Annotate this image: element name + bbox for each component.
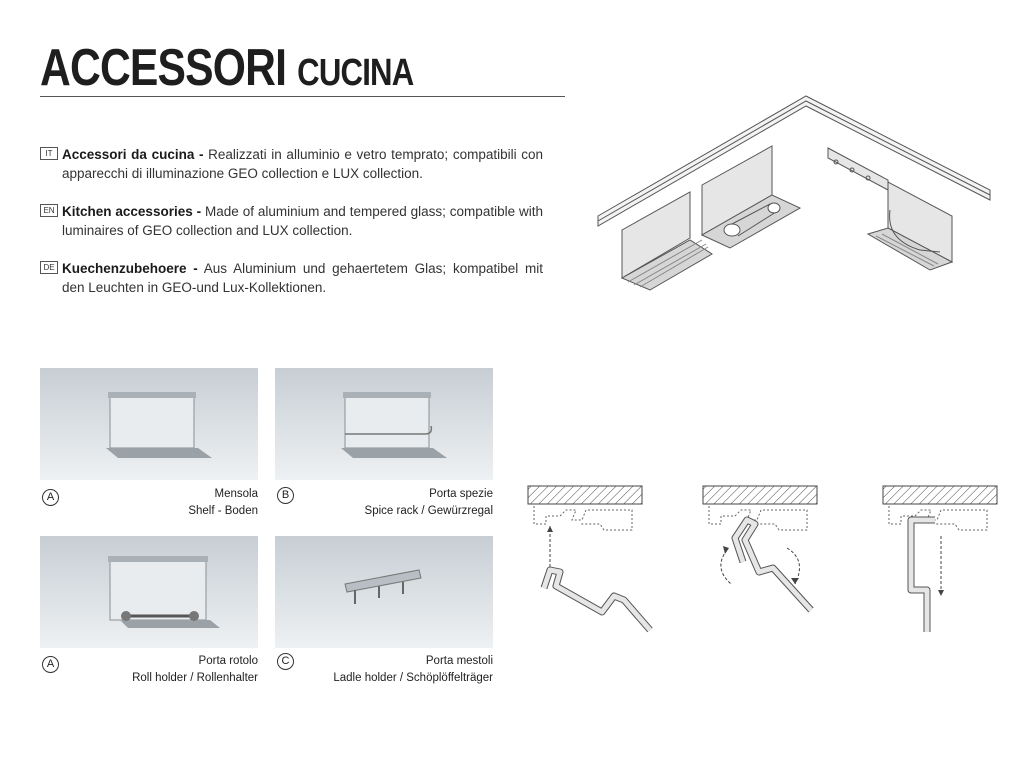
shelf-name: Mensola bbox=[214, 488, 258, 500]
badge-b: B bbox=[277, 487, 294, 504]
spice-rack-caption bbox=[300, 486, 493, 520]
paragraph-de-text: Aus Aluminium und gehaertetem Glas; kompatibel mit den Leuchten in GEO-und Lux-Kollektionen. bbox=[62, 261, 543, 295]
ladle-holder-name: Porta mestoli bbox=[425, 655, 493, 667]
mounting-step-3-diagram bbox=[875, 480, 1015, 640]
mounting-step-2-diagram bbox=[695, 480, 835, 640]
roll-holder-caption bbox=[100, 653, 258, 687]
paragraph-en-text: Made of aluminium and tempered glass; compatible with luminaires of GEO collection and LUX collection. bbox=[62, 204, 543, 238]
paragraph-de bbox=[40, 259, 543, 297]
roll-holder-photo bbox=[40, 536, 258, 648]
roll-holder-desc: Roll holder / Rollenhalter bbox=[132, 672, 258, 684]
badge-a: A bbox=[42, 489, 59, 506]
ladle-holder-photo bbox=[275, 536, 493, 648]
paragraph-it bbox=[40, 145, 543, 183]
paragraph-it-heading: Accessori da cucina - bbox=[62, 147, 204, 162]
shelf-desc: Shelf - Boden bbox=[188, 505, 258, 517]
roll-holder-name: Porta rotolo bbox=[198, 655, 258, 667]
shelf-photo bbox=[40, 368, 258, 480]
ladle-holder-caption bbox=[300, 653, 493, 687]
title-main: ACCESSORI bbox=[40, 39, 287, 97]
mounting-step-1-diagram bbox=[520, 480, 660, 640]
paragraph-en bbox=[40, 202, 543, 240]
badge-a-roll: A bbox=[42, 656, 59, 673]
paragraph-de-heading: Kuechenzubehoere - bbox=[62, 261, 198, 276]
spice-rack-name: Porta spezie bbox=[429, 488, 493, 500]
spice-rack-desc: Spice rack / Gewürzregal bbox=[364, 505, 493, 517]
lang-code-en: EN bbox=[40, 204, 58, 217]
badge-c: C bbox=[277, 653, 294, 670]
title-sub: CUCINA bbox=[297, 52, 414, 94]
paragraph-it-text: Realizzati in alluminio e vetro temprato; compatibili con apparecchi di illuminazione GEO collection e LUX collection. bbox=[62, 147, 543, 181]
spice-rack-photo bbox=[275, 368, 493, 480]
ladle-holder-desc: Ladle holder / Schöplöffelträger bbox=[333, 672, 493, 684]
lang-code-it: IT bbox=[40, 147, 58, 160]
paragraph-en-heading: Kitchen accessories - bbox=[62, 204, 202, 219]
kitchen-rail-overview-drawing bbox=[590, 90, 1000, 300]
page-title bbox=[40, 40, 565, 97]
shelf-caption bbox=[100, 486, 258, 520]
lang-code-de: DE bbox=[40, 261, 58, 274]
